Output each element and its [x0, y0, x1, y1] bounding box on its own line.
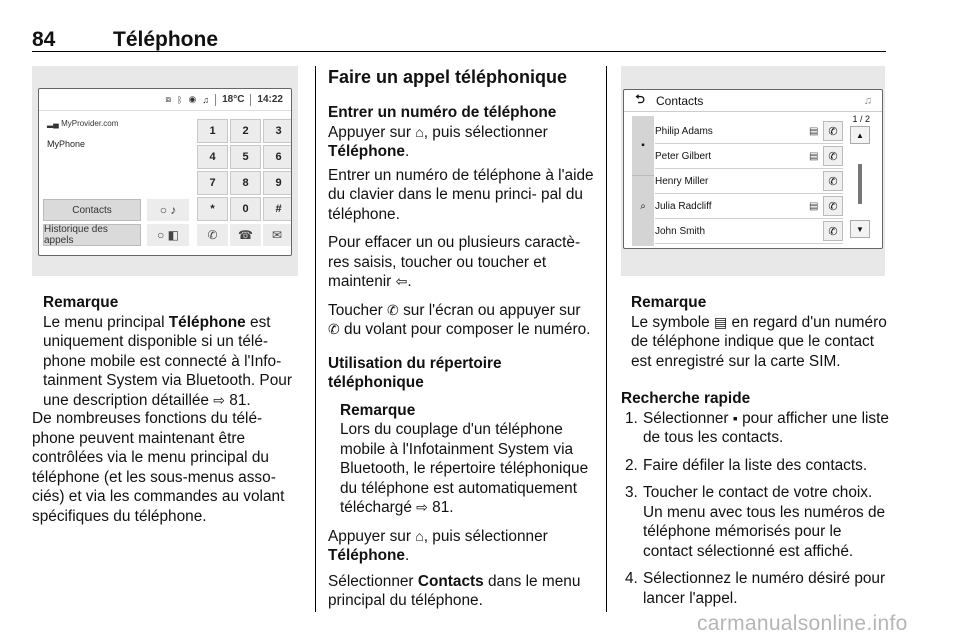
header-rule	[32, 51, 886, 52]
call-icon[interactable]: ✆	[823, 196, 843, 216]
scroll-up-button[interactable]: ▲	[850, 126, 870, 144]
speaker-icon[interactable]: ○ ◧	[147, 224, 189, 246]
sim-remark-title: Remarque	[631, 294, 707, 311]
contact-name: Peter Gilbert	[655, 150, 712, 162]
music-icon: ♫	[863, 94, 872, 107]
contact-row[interactable]	[655, 219, 843, 244]
back-icon[interactable]: ⮌	[635, 92, 645, 106]
music-icon: ♫	[202, 94, 210, 105]
call-icon[interactable]: ✆	[823, 146, 843, 166]
step-4: 4. Sélectionnez le numéro désiré pour lancer l'appel.	[625, 570, 886, 607]
clock: 14:22	[257, 94, 283, 105]
intro-paragraph: De nombreuses fonctions du télé- phone peuvent maintenant être contrôlées via le menu principal du téléphone (et les sous-menus asso- ciés) et via les commandes au volant spécifiques du téléphone.	[32, 410, 285, 525]
keypad-key[interactable]: 2	[230, 119, 261, 143]
call-icon[interactable]: ✆	[823, 171, 843, 191]
paragraph-delete: Pour effacer un ou plusieurs caractè- res saisis, toucher ou toucher et maintenir ⇦.	[328, 234, 581, 290]
keypad-key[interactable]: #	[263, 197, 292, 221]
sim-card-icon: ▤	[809, 200, 819, 212]
contact-row[interactable]	[655, 194, 843, 219]
keypad-key[interactable]: 3	[263, 119, 292, 143]
steering-phone-icon: ✆	[328, 321, 340, 337]
keypad-key[interactable]: 1	[197, 119, 228, 143]
sim-card-icon: ▤	[809, 125, 819, 137]
bluetooth-icon: ᛒ	[177, 94, 183, 105]
contact-list-icon[interactable]: ▪	[632, 116, 654, 176]
call-history-button[interactable]: Historique des appels	[43, 224, 141, 246]
contacts-button[interactable]: Contacts	[43, 199, 141, 221]
remark-title: Remarque	[43, 294, 119, 311]
step-1: 1. Sélectionner ▪ pour afficher une liste de tous les contacts.	[625, 409, 889, 446]
keypad-key[interactable]: 9	[263, 171, 292, 195]
phone-screen-figure	[32, 66, 298, 276]
column-1-body	[32, 409, 302, 535]
column-3	[631, 293, 889, 380]
reference-arrow-icon: ⇨	[213, 391, 226, 408]
call-icon[interactable]: ✆	[197, 224, 228, 246]
step-2: 2. Faire défiler la liste des contacts.	[625, 456, 868, 474]
mic-mute-icon[interactable]: ○ ♪	[147, 199, 189, 221]
quick-search-section	[621, 389, 889, 616]
scrollbar[interactable]	[858, 164, 862, 204]
phone-screen	[38, 88, 292, 256]
paragraph-keypad: Entrer un numéro de téléphone à l'aide du clavier dans le menu princi- pal du téléphone.	[328, 166, 594, 223]
voicemail-icon[interactable]: ✉	[263, 224, 291, 246]
side-tabs	[632, 116, 654, 246]
watermark: carmanualsonline.info	[697, 612, 908, 635]
column-divider-2	[606, 66, 607, 612]
remark-text: Le menu principal Téléphone est uniquement disponible si un télé- phone mobile est connecté à l'Info- tainment System via Bluetooth. Pour une description détaillée ⇨ 81.	[43, 313, 292, 409]
keypad-key[interactable]: *	[197, 197, 228, 221]
phone-name: MyPhone	[47, 139, 86, 149]
contacts-title: Contacts	[656, 93, 704, 108]
call-icon[interactable]: ✆	[823, 221, 843, 241]
phonebook-remark: Remarque Lors du couplage d'un téléphone mobile à l'Infotainment System via Bluetooth, le répertoire téléphonique du téléphone est automatiquement téléchargé ⇨ 81.	[340, 401, 589, 516]
contacts-screen-figure	[621, 66, 885, 276]
scroll-down-button[interactable]: ▼	[850, 220, 870, 238]
backspace-icon: ⇦	[395, 273, 408, 289]
temperature: 18°C	[222, 94, 245, 105]
contact-name: Philip Adams	[655, 125, 713, 137]
contact-list-icon: ▪	[732, 409, 738, 426]
phone-status-icon: ◉	[188, 94, 197, 104]
contact-name: Julia Radcliff	[655, 200, 712, 212]
subheading-enter-number: Entrer un numéro de téléphone	[328, 104, 557, 121]
provider-label: ▂▄ MyProvider.com	[47, 119, 119, 128]
subheading-phonebook: Utilisation du répertoire téléphonique	[328, 354, 502, 391]
status-bar	[39, 89, 291, 111]
contact-name: Henry Miller	[655, 175, 709, 187]
sim-card-icon: ▤	[714, 313, 728, 330]
column-divider-1	[315, 66, 316, 612]
page-number: 84	[32, 28, 56, 51]
keypad-key[interactable]: 6	[263, 145, 292, 169]
sim-card-icon: ▤	[809, 150, 819, 162]
contact-row[interactable]	[655, 119, 843, 144]
keypad-key[interactable]: 5	[230, 145, 261, 169]
quick-search-title: Recherche rapide	[621, 390, 751, 407]
keypad-key[interactable]: 0	[230, 197, 261, 221]
home-icon: ⌂	[415, 527, 424, 544]
reference-arrow-icon: ⇨	[416, 499, 428, 515]
paragraph-dial: Toucher ✆ sur l'écran ou appuyer sur ✆ du volant pour composer le numéro.	[328, 301, 591, 338]
search-icon[interactable]: ⌕	[640, 200, 646, 212]
contact-row[interactable]	[655, 169, 843, 194]
keypad-key[interactable]: 7	[197, 171, 228, 195]
signal-icon: ⧈	[165, 94, 172, 104]
contact-row[interactable]	[655, 144, 843, 169]
section-heading: Faire un appel téléphonique	[328, 67, 568, 87]
page-title: Téléphone	[113, 28, 219, 51]
signal-bars-icon: ▂▄	[47, 119, 59, 128]
keypad-key[interactable]: 8	[230, 171, 261, 195]
home-icon: ⌂	[415, 123, 424, 140]
contact-name: John Smith	[655, 225, 706, 237]
page-indicator: 1 / 2	[852, 114, 870, 124]
column-2: Faire un appel téléphonique Entrer un numéro de téléphone Appuyer sur ⌂, puis sélectionner Téléphone. Entrer un numéro de téléphone à l'aide du clavier dans le menu princi- pal du téléphone. Pour effacer un ou plusieurs caractè- res saisis, toucher ou toucher et maintenir ⇦. Toucher ✆ sur l'écran ou appuyer sur ✆ du volant pour composer le numéro. Utilisation du répertoire téléphonique Remarque Lors du couplage d'un téléphone mobile à l'Infotainment System via Bluetooth, le répertoire téléphonique du téléphone est automatiquement téléchargé ⇨ 81. Appuyer sur ⌂, puis sélectionner Téléphone. Sélectionner Contacts dans le menu principal du téléphone.	[328, 66, 596, 620]
call-icon[interactable]: ✆	[823, 121, 843, 141]
keypad-key[interactable]: 4	[197, 145, 228, 169]
step-3: 3. Toucher le contact de votre choix. Un menu avec tous les numéros de téléphone mémorisés pour le contact sélectionné est affiché.	[625, 484, 886, 560]
phone-icon: ✆	[387, 301, 399, 318]
hang-up-icon[interactable]: ☎	[230, 224, 261, 246]
column-1	[43, 293, 305, 419]
sim-remark-text: Le symbole ▤ en regard d'un numéro de téléphone indique que le contact est enregistré sur la carte SIM.	[631, 313, 887, 370]
